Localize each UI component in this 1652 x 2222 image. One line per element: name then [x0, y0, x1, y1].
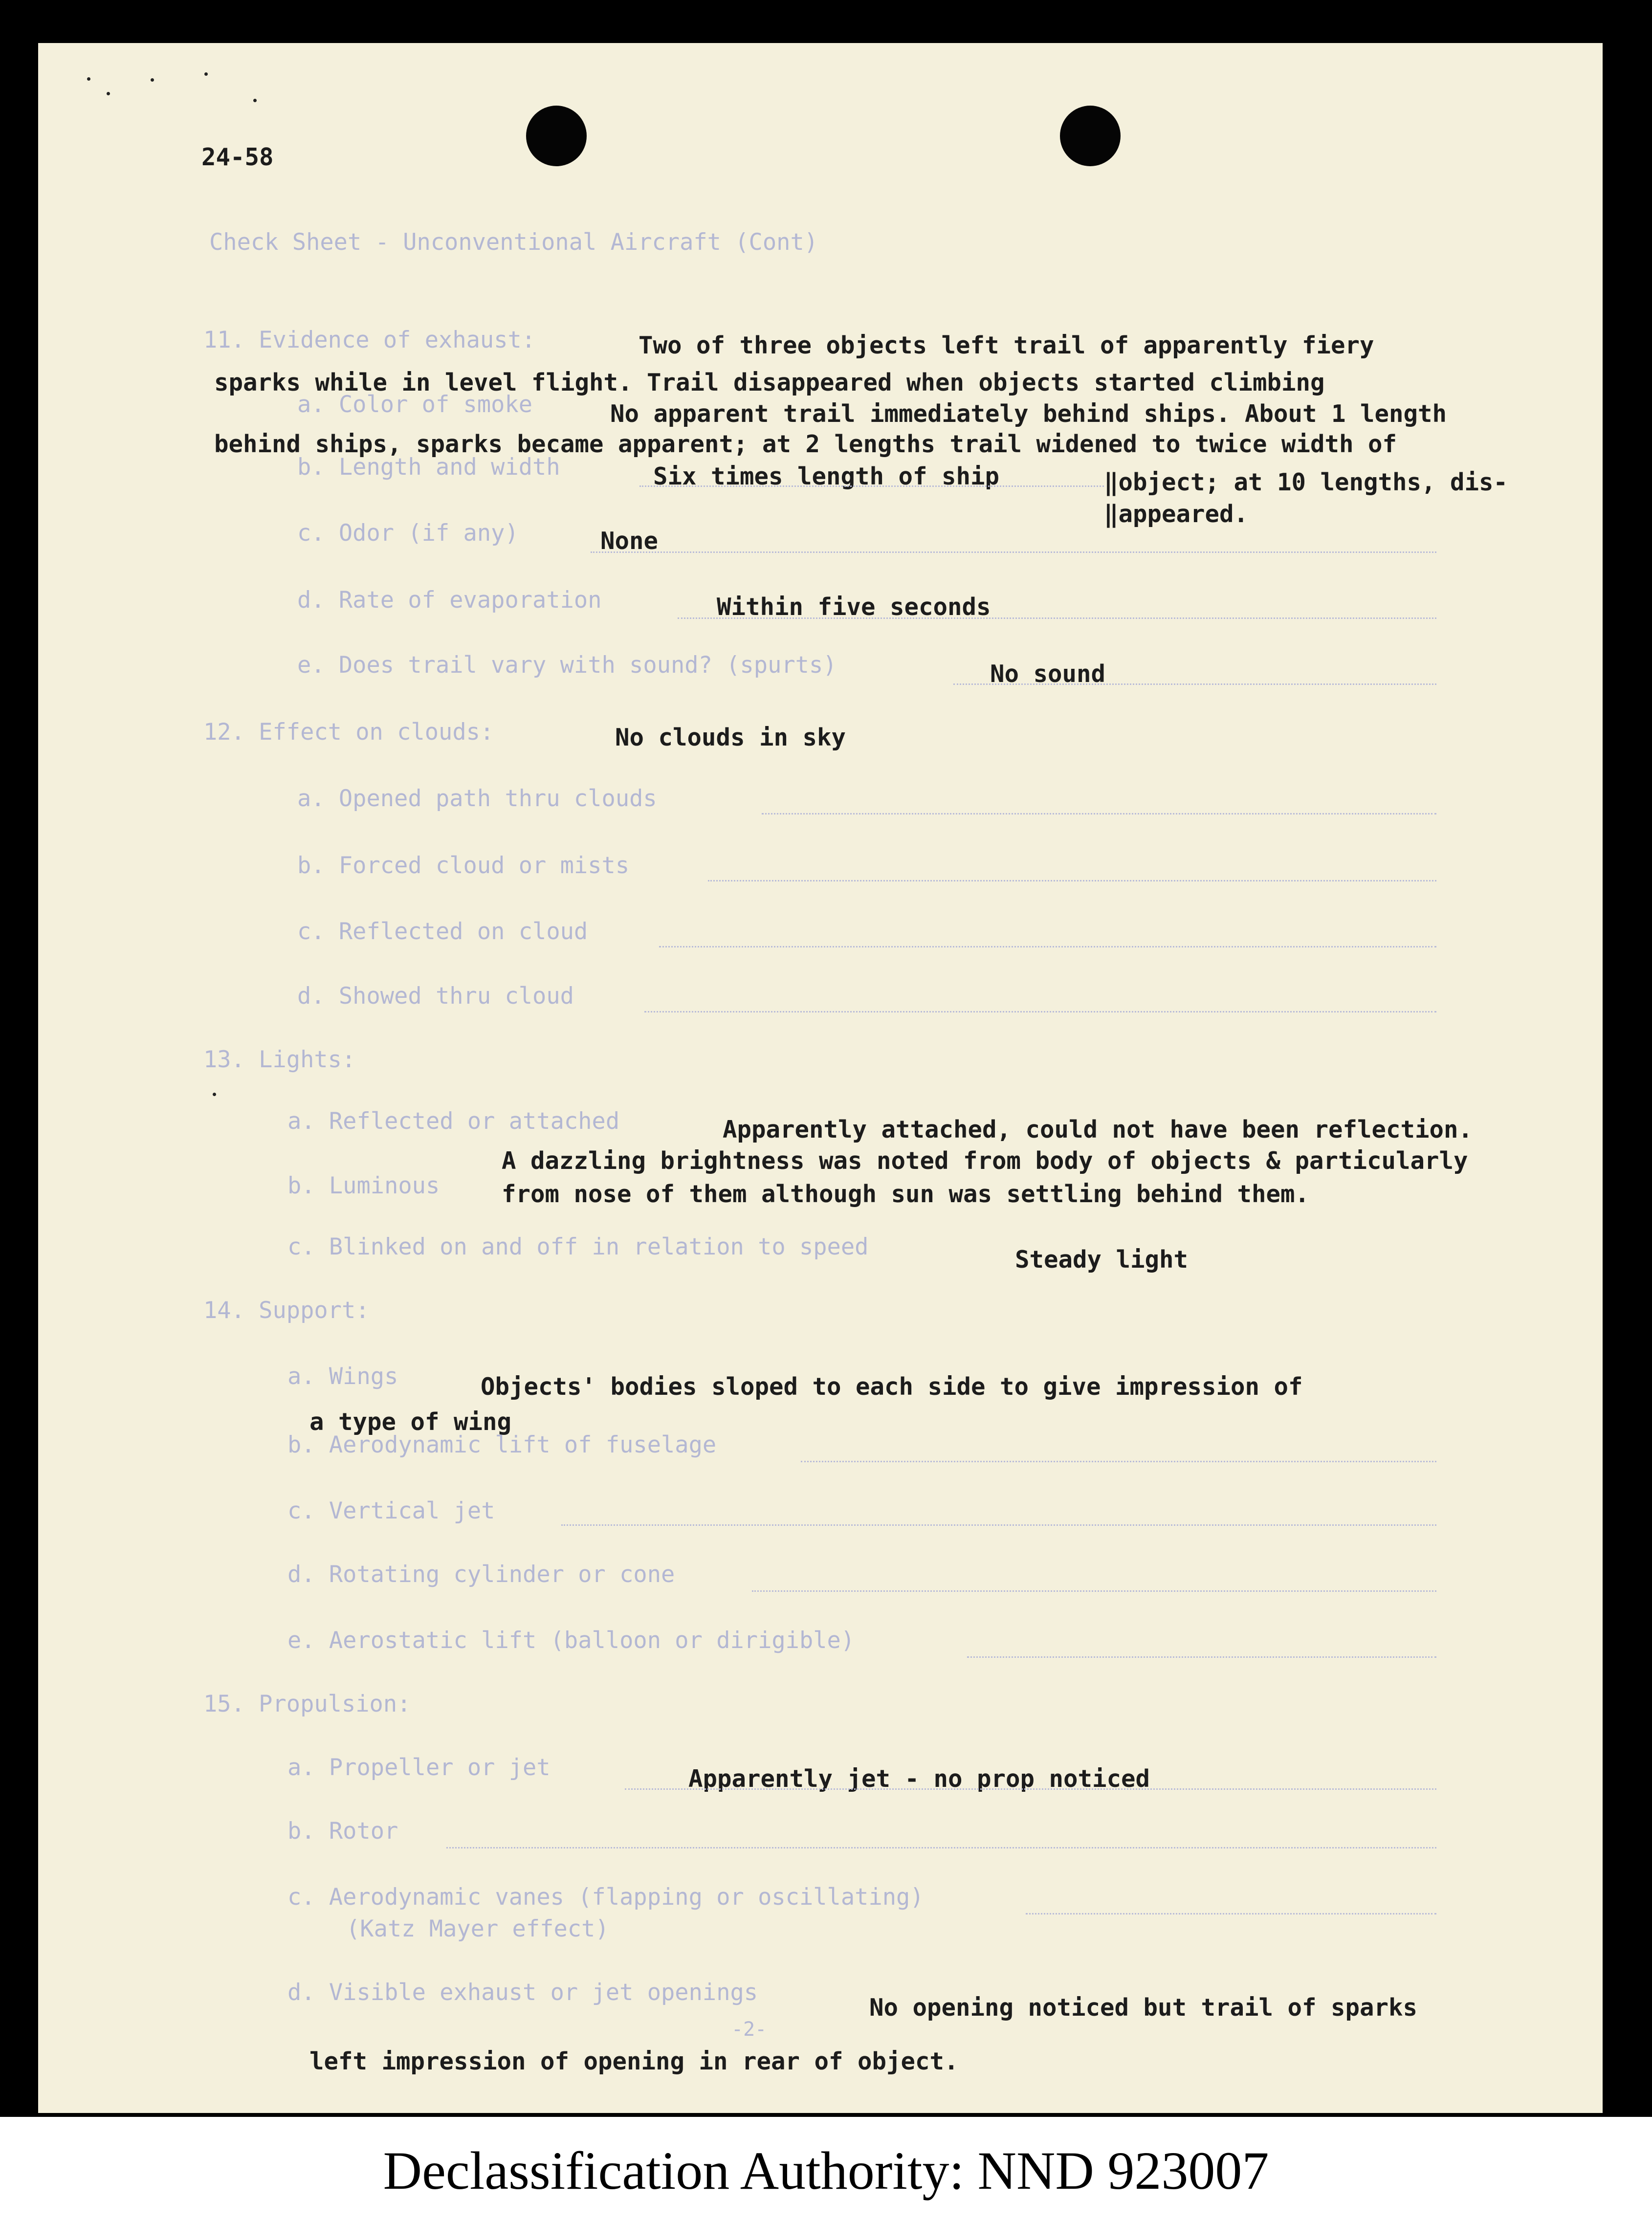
- speck: [253, 99, 257, 102]
- answer-line: [708, 880, 1436, 881]
- a15d-line1: No opening noticed but trail of sparks: [869, 1994, 1418, 2022]
- answer-line: [591, 551, 1436, 553]
- speck: [204, 72, 208, 76]
- q15b-label: b. Rotor: [287, 1818, 398, 1845]
- a12: No clouds in sky: [615, 724, 846, 751]
- q11d-label: d. Rate of evaporation: [297, 587, 602, 614]
- declassification-footer: Declassification Authority: NND 923007: [0, 2119, 1652, 2222]
- a13a: Apparently attached, could not have been reflection.: [723, 1116, 1473, 1144]
- q11-label: 11. Evidence of exhaust:: [203, 327, 536, 353]
- q14e-label: e. Aerostatic lift (balloon or dirigible): [287, 1627, 855, 1654]
- a11b-line3: ‖appeared.: [1104, 500, 1249, 528]
- document-page: [38, 43, 1603, 2113]
- q15d-label: d. Visible exhaust or jet openings: [287, 1979, 758, 2006]
- q14d-label: d. Rotating cylinder or cone: [287, 1561, 675, 1588]
- answer-line: [801, 1461, 1436, 1462]
- q13a-label: a. Reflected or attached: [287, 1108, 620, 1135]
- answer-line: [762, 813, 1436, 814]
- q12a-label: a. Opened path thru clouds: [297, 785, 657, 812]
- speck: [107, 92, 110, 95]
- a14a-line2: a type of wing: [309, 1408, 512, 1436]
- answer-line: [561, 1524, 1436, 1526]
- a11d: Within five seconds: [717, 593, 991, 621]
- q12-label: 12. Effect on clouds:: [203, 719, 494, 746]
- q13c-label: c. Blinked on and off in relation to speed: [287, 1233, 869, 1260]
- q12c-label: c. Reflected on cloud: [297, 918, 588, 945]
- q15c-note: (Katz Mayer effect): [346, 1915, 609, 1942]
- q14c-label: c. Vertical jet: [287, 1497, 495, 1524]
- answer-line: [678, 617, 1436, 619]
- a11a-line2: behind ships, sparks became apparent; at 2 lengths trail widened to twice width of: [214, 430, 1397, 458]
- page-id: 24-58: [201, 143, 274, 171]
- q12b-label: b. Forced cloud or mists: [297, 852, 630, 879]
- q11b-label: b. Length and width: [297, 454, 560, 481]
- speck: [213, 1093, 216, 1096]
- a11b-line2: ‖object; at 10 lengths, dis-: [1104, 468, 1508, 496]
- answer-line: [1026, 1913, 1436, 1914]
- a14a-line1: Objects' bodies sloped to each side to give impression of: [481, 1373, 1303, 1401]
- q15c-label: c. Aerodynamic vanes (flapping or oscillating): [287, 1884, 924, 1911]
- q12d-label: d. Showed thru cloud: [297, 983, 574, 1010]
- q11e-label: e. Does trail vary with sound? (spurts): [297, 652, 837, 679]
- q13b-label: b. Luminous: [287, 1172, 440, 1199]
- form-header: Check Sheet - Unconventional Aircraft (Cont): [209, 229, 818, 256]
- a11c: None: [600, 527, 659, 555]
- q15a-label: a. Propeller or jet: [287, 1754, 551, 1781]
- a11a-line1: No apparent trail immediately behind ships. About 1 length: [610, 400, 1447, 428]
- a11b-line1: Six times length of ship: [653, 462, 1000, 490]
- q14b-label: b. Aerodynamic lift of fuselage: [287, 1431, 717, 1458]
- a13b-line1: A dazzling brightness was noted from body of objects & particularly: [502, 1147, 1468, 1175]
- punch-hole: [1060, 106, 1121, 166]
- q13-label: 13. Lights:: [203, 1046, 356, 1073]
- speck: [151, 78, 154, 82]
- q11c-label: c. Odor (if any): [297, 520, 519, 547]
- answer-line: [752, 1590, 1436, 1592]
- answer-line: [659, 946, 1436, 947]
- answer-line: [644, 1011, 1436, 1012]
- punch-hole: [526, 106, 587, 166]
- answer-line: [639, 485, 1104, 487]
- q14a-label: a. Wings: [287, 1363, 398, 1390]
- answer-line: [446, 1847, 1436, 1848]
- q14-label: 14. Support:: [203, 1297, 370, 1324]
- q15-label: 15. Propulsion:: [203, 1691, 411, 1717]
- answer-line: [953, 683, 1436, 685]
- a13b-line2: from nose of them although sun was settling behind them.: [502, 1180, 1310, 1208]
- answer-line: [625, 1788, 1436, 1790]
- a11e: No sound: [990, 660, 1106, 688]
- a13c: Steady light: [1015, 1246, 1189, 1274]
- a15a: Apparently jet - no prop noticed: [688, 1765, 1150, 1793]
- a15d-line2: left impression of opening in rear of object.: [309, 2047, 959, 2075]
- speck: [87, 77, 90, 81]
- answer-line: [967, 1656, 1436, 1658]
- a11-line2: sparks while in level flight. Trail disappeared when objects started climbing: [214, 369, 1325, 396]
- page-number: -2-: [731, 2018, 767, 2041]
- a11-line1: Two of three objects left trail of apparently fiery: [639, 331, 1374, 359]
- q11a-label: a. Color of smoke: [297, 391, 533, 418]
